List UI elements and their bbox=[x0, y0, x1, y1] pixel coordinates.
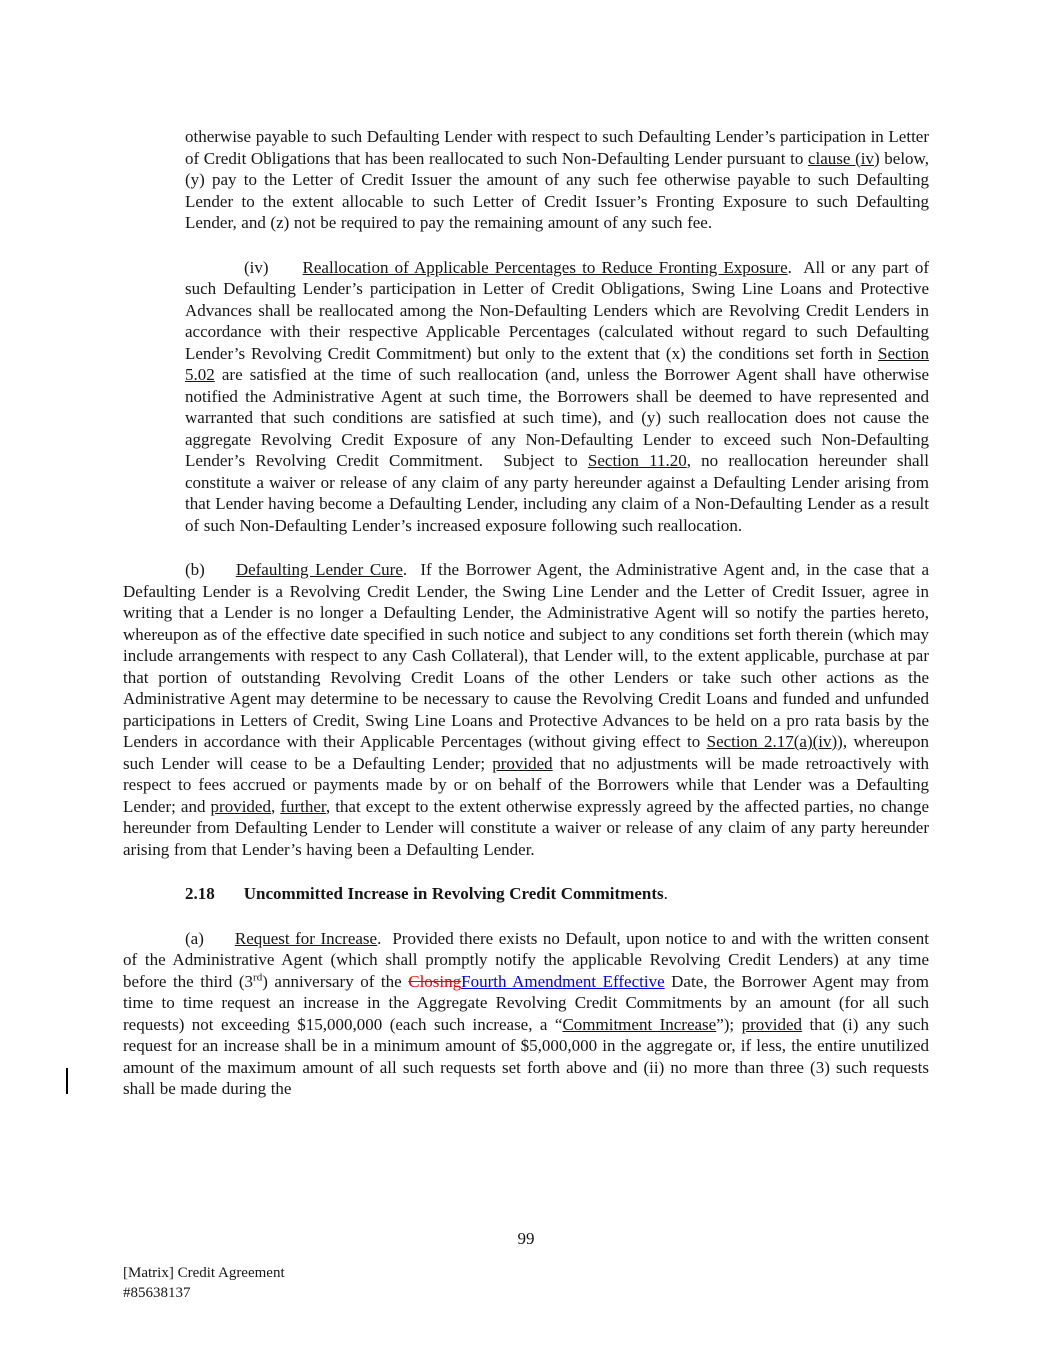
page-footer bbox=[123, 1263, 285, 1303]
tab-spacer bbox=[269, 272, 303, 273]
tab-spacer bbox=[215, 898, 244, 899]
text-run: provided bbox=[210, 796, 271, 816]
text-run: that no adjustments will be made retroactively with respect to fees accrued or payments made by or on behalf of the Borrowers while that Lender was a Defaulting Lender; and bbox=[123, 753, 929, 816]
text-run: Fourth Amendment Effective bbox=[461, 971, 665, 991]
footer-doc-id: #85638137 bbox=[123, 1285, 191, 1301]
para-iv-reallocation-of-applicable-percentages bbox=[185, 257, 929, 537]
text-run: Commitment Increase bbox=[562, 1014, 717, 1034]
text-run: Reallocation of Applicable Percentages to Reduce Fronting Exposure bbox=[302, 257, 788, 277]
text-run: Section 11.20 bbox=[587, 451, 687, 470]
text-run: Section 5.02 bbox=[185, 343, 929, 384]
para-a-request-for-increase bbox=[123, 928, 929, 1100]
text-run: ”); bbox=[716, 1014, 742, 1034]
text-run: , that except to the extent otherwise expressly agreed by the affected parties, no change hereunder from Defaulting Lender to Lender will constitute a waiver or release of any claim of any party hereunder arising from that Lender’s having been a Defaulting Lender. bbox=[123, 796, 929, 859]
text-run: that (i) any such request for an increase shall be in a minimum amount of $5,000,000 in the aggregate or, if less, the entire unutilized amount of the maximum amount of all such requests set forth above and (ii) no more than three (3) such requests shall be made during the bbox=[123, 1014, 930, 1098]
text-run: rd bbox=[253, 970, 263, 983]
text-run: clause (iv) bbox=[807, 148, 880, 168]
tab-spacer bbox=[204, 943, 235, 944]
text-run: Uncommitted Increase in Revolving Credit Commitments bbox=[243, 884, 664, 903]
text-run: ) anniversary of the bbox=[262, 971, 409, 991]
text-run: 2.18 bbox=[185, 884, 215, 903]
text-run: ), whereupon such Lender will cease to be a Defaulting Lender; bbox=[123, 732, 930, 773]
document-body bbox=[123, 126, 929, 1123]
tab-spacer bbox=[205, 574, 236, 575]
text-run: provided bbox=[741, 1014, 803, 1034]
page-number: 99 bbox=[517, 1229, 535, 1248]
text-run: Request for Increase bbox=[234, 928, 378, 948]
text-run: below, (y) pay to the Letter of Credit Issuer the amount of any such fee otherwise payable to such Defaulting Lender to the extent allocable to such Letter of Credit Issuer’s Fronting Exposure to such Defaulting Lender, and (z) not be required to pay the remaining amount of any such fee. bbox=[185, 148, 929, 232]
text-run: (a) bbox=[185, 928, 204, 948]
change-bar bbox=[66, 1068, 68, 1094]
text-run: . All or any part of such Defaulting Lender’s participation in Letter of Credit Obligations, Swing Line Loans and Protective Advances shall be reallocated among the Non-Defaulting Lenders which are Revolving Credit Lenders in accordance with their respective Applicable Percentages (calculated without regard to such Defaulting Lender’s Revolving Credit Commitment) but only to the extent that (x) the conditions set forth in bbox=[185, 257, 929, 363]
text-run: . Provided there exists no Default, upon notice to and with the written consent of the Administrative Agent (which shall promptly notify the applicable Revolving Credit Lenders) at any time before the third (3 bbox=[123, 928, 930, 991]
text-run: Section 2.17(a)(iv) bbox=[706, 732, 838, 751]
text-run: (b) bbox=[185, 560, 205, 579]
para-b-defaulting-lender-cure bbox=[123, 559, 929, 860]
para-fee-reallocation-continuation bbox=[185, 126, 929, 234]
text-run: otherwise payable to such Defaulting Lender with respect to such Defaulting Lender’s participation in Letter of Credit Obligations that has been reallocated to such Non-Defaulting Lender pursuant to bbox=[185, 127, 929, 168]
text-run: provided bbox=[492, 753, 553, 773]
text-run: , bbox=[270, 796, 281, 816]
text-run: Defaulting Lender Cure bbox=[235, 560, 403, 579]
text-run: , no reallocation hereunder shall constitute a waiver or release of any claim of any party hereunder against a Defaulting Lender arising from that Lender having become a Defaulting Lender, including any claim of a Non-Defaulting Lender as a result of such Non-Defaulting Lender’s increased exposure following such reallocation. bbox=[185, 451, 929, 535]
text-run: . bbox=[663, 884, 668, 903]
text-run: (iv) bbox=[244, 257, 269, 277]
text-run: further bbox=[280, 796, 326, 816]
text-run: Closing bbox=[408, 971, 462, 991]
text-run: are satisfied at the time of such reallocation (and, unless the Borrower Agent shall have otherwise notified the Administrative Agent at such time, the Borrowers shall be deemed to have represented and warranted that such conditions are satisfied at such time), and (y) such reallocation does not cause the aggregate Revolving Credit Exposure of any Non-Defaulting Lender to exceed such Non-Defaulting Lender’s Revolving Credit Commitment. Subject to bbox=[185, 365, 929, 470]
heading-section-2-18 bbox=[123, 883, 929, 905]
text-run: . If the Borrower Agent, the Administrative Agent and, in the case that a Defaulting Lender is a Revolving Credit Lender, the Swing Line Lender and the Letter of Credit Issuer, agree in writing that a Lender is no longer a Defaulting Lender, the Administrative Agent will so notify the parties hereto, whereupon as of the effective date specified in such notice and subject to any conditions set forth therein (which may include arrangements with respect to any Cash Collateral), that Lender will, to the extent applicable, purchase at par that portion of outstanding Revolving Credit Loans of the other Lenders or take such other actions as the Administrative Agent may determine to be necessary to cause the Revolving Credit Loans and funded and unfunded participations in Letters of Credit, Swing Line Loans and Protective Advances to be held on a pro rata basis by the Lenders in accordance with their Applicable Percentages (without giving effect to bbox=[123, 560, 929, 751]
footer-doc-title: [Matrix] Credit Agreement bbox=[123, 1265, 285, 1281]
text-run: Date, the Borrower Agent may from time to time request an increase in the Aggregate Revolving Credit Commitments by an amount (for all such requests) not exceeding $15,000,000 (each such increase, a “ bbox=[123, 971, 929, 1034]
